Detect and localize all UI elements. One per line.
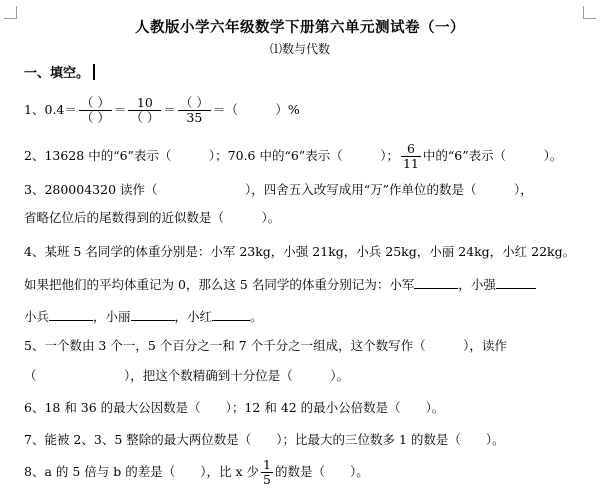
q4-blank-xiaojun [414,274,458,289]
question-2 [24,142,592,171]
q1-fraction-2-denominator: （ ） [130,110,160,125]
q4-blank-xiaoqiang [496,274,536,289]
q2-fraction-denominator: 11 [402,156,419,171]
question-5-line-1: 5、一个数由 3 个一，5 个百分之一和 7 个千分之一组成，这个数写作（ ），读作 [24,338,507,353]
page-title: 人教版小学六年级数学下册第六单元测试卷（一） [135,20,465,36]
q4-line-2-text: 如果把他们的平均体重记为 0，那么这 5 名同学的体重分别记为：小军 [24,277,415,292]
q4-line-3-text-d: 。 [250,309,263,324]
q8-fraction-denominator: 5 [262,472,271,487]
question-7: 7、能被 2、3、5 整除的最大两位数是（ ）；比最大的三位数多 1 的数是（ ）。 [24,432,505,447]
section-heading [24,64,592,84]
question-8 [24,458,592,487]
section-heading-text: 一、填空。 [24,66,90,81]
q1-fraction-3-denominator: 35 [186,110,203,125]
q4-line-2-text-b: ，小强 [458,277,496,292]
q1-fraction-2 [128,96,161,125]
q4-blank-xiaohong [212,306,250,321]
question-5-line-2: （ ），把这个数精确到十分位是（ ）。 [24,368,350,383]
text-cursor[interactable] [93,64,95,80]
q8-fraction-numerator: 1 [262,457,271,472]
question-4-line-3 [24,306,592,327]
q2-part-1: 2、13628 中的“6”表示（ ）；70.6 中的“6”表示（ ）； [24,148,399,163]
q1-equals-1: ＝ [113,102,127,117]
question-1 [24,96,592,125]
question-4-line-2 [24,274,592,295]
q2-part-2: 中的“6”表示（ ）。 [422,148,563,163]
question-3-line-1: 3、280004320 读作（ ），四舍五入改写成用“万”作单位的数是（ ）， [24,182,533,197]
q1-fraction-3 [178,96,211,125]
q4-line-3-text-b: ，小丽 [93,309,131,324]
question-4-line-1: 4、某班 5 名同学的体重分别是：小军 23kg，小强 21kg，小兵 25kg，小丽 24kg，小红 22kg。 [24,244,576,259]
q4-blank-xiaobing [49,306,93,321]
q1-fraction-1 [79,96,112,125]
q1-fraction-1-denominator: （ ） [80,110,110,125]
q2-fraction [401,142,421,171]
q1-suffix: ＝（ ）% [212,102,300,117]
question-3-line-2: 省略亿位后的尾数得到的近似数是（ ）。 [24,210,281,225]
q1-fraction-3-numerator: （ ） [179,95,209,110]
q1-fraction-1-numerator: （ ） [80,95,110,110]
q2-fraction-numerator: 6 [401,142,421,157]
q1-equals-2: ＝ [163,102,176,117]
q1-prefix: 1、0.4＝ [24,102,77,117]
q8-part-1: 8、a 的 5 倍与 b 的差是（ ），比 x 少 [24,464,259,479]
question-6: 6、18 和 36 的最大公因数是（ ）；12 和 42 的最小公倍数是（ ）。 [24,400,445,415]
q1-fraction-2-numerator: 10 [128,96,161,111]
q4-line-3-text-a: 小兵 [24,309,50,324]
q4-blank-xiaoli [131,306,175,321]
q8-fraction [261,458,273,487]
q4-line-3-text-c: ，小红 [174,309,213,324]
q8-part-2: 的数是（ ）。 [274,464,369,479]
page-subtitle: ⑴数与代数 [269,42,330,56]
